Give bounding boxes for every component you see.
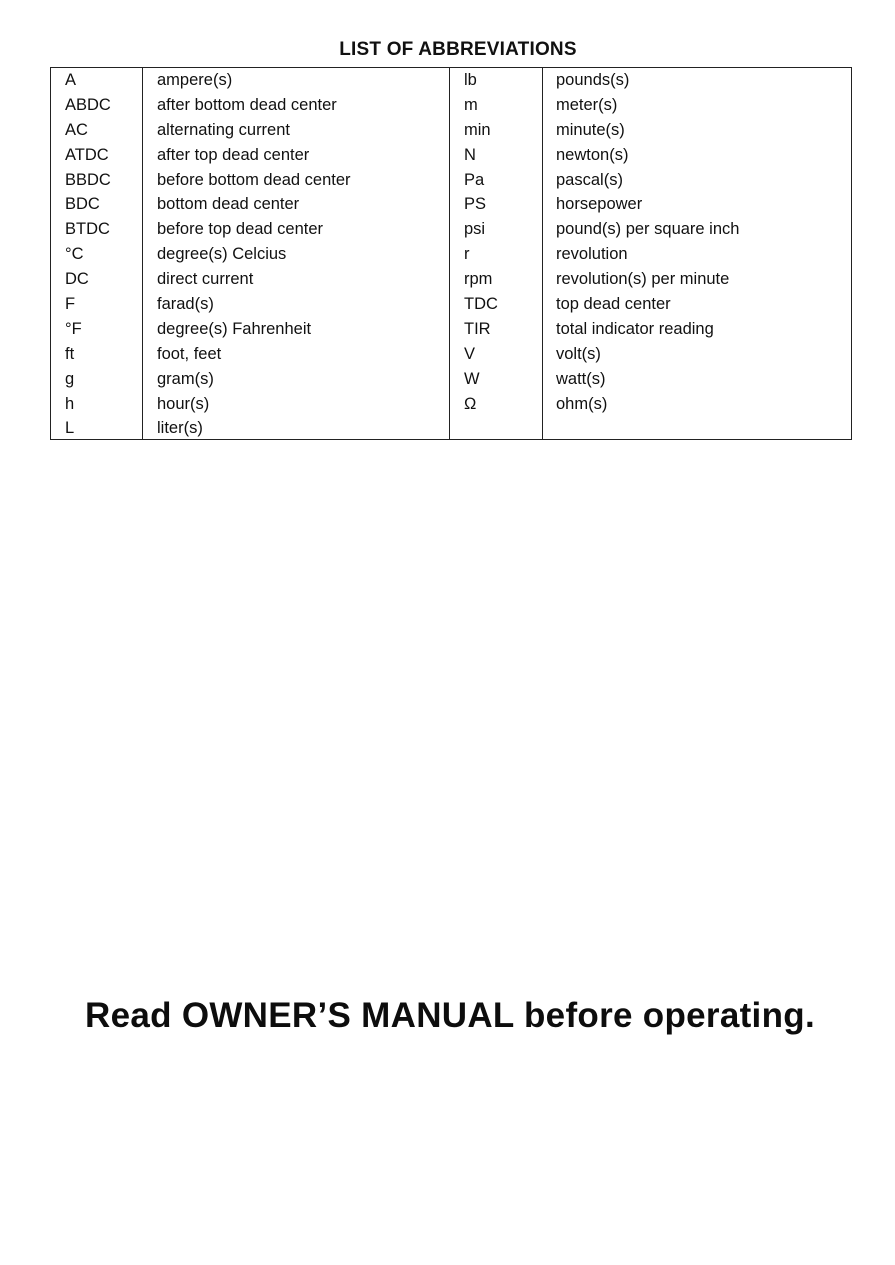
- abbreviation-left: BBDC: [65, 170, 111, 189]
- definition-left: degree(s) Fahrenheit: [157, 319, 312, 338]
- definition-right: ohm(s): [556, 394, 608, 413]
- abbreviation-left: A: [65, 71, 77, 89]
- abbreviation-right: TDC: [464, 295, 498, 314]
- abbreviation-right: lb: [464, 71, 477, 89]
- table-row: [51, 267, 851, 292]
- abbreviation-left: ABDC: [65, 95, 111, 114]
- definition-left: before bottom dead center: [157, 170, 351, 189]
- table-row: [51, 168, 851, 193]
- owners-manual-notice: Read OWNER’S MANUAL before operating.: [85, 996, 815, 1035]
- definition-left: gram(s): [157, 369, 214, 388]
- abbreviation-right: TIR: [464, 319, 491, 338]
- definition-left: hour(s): [157, 394, 210, 413]
- definition-right: horsepower: [556, 195, 643, 214]
- definition-left: after bottom dead center: [157, 95, 337, 114]
- abbreviation-left: AC: [65, 120, 88, 139]
- definition-right: total indicator reading: [556, 319, 714, 338]
- abbreviation-left: ATDC: [65, 145, 109, 164]
- abbreviations-table: [50, 67, 852, 440]
- abbreviation-right: PS: [464, 195, 487, 214]
- abbreviation-right: V: [464, 344, 476, 363]
- abbreviation-left: ft: [65, 344, 75, 363]
- table-row: [51, 292, 851, 317]
- abbreviation-left: L: [65, 419, 75, 438]
- abbreviation-right: m: [464, 95, 478, 114]
- abbreviation-left: BTDC: [65, 220, 110, 239]
- page-title: LIST OF ABBREVIATIONS: [339, 39, 577, 60]
- definition-right: revolution(s) per minute: [556, 270, 730, 289]
- abbreviation-right: rpm: [464, 270, 493, 289]
- definition-right: pound(s) per square inch: [556, 220, 740, 239]
- abbreviation-right: Pa: [464, 170, 485, 189]
- definition-left: ampere(s): [157, 71, 233, 89]
- table-rows: [51, 68, 851, 441]
- abbreviation-right: W: [464, 369, 480, 388]
- table-row: [51, 392, 851, 417]
- abbreviation-left: g: [65, 369, 75, 388]
- abbreviation-right: min: [464, 120, 491, 139]
- table-row: [51, 317, 851, 342]
- abbreviation-left: °C: [65, 245, 84, 264]
- definition-left: bottom dead center: [157, 195, 300, 214]
- definition-left: degree(s) Celcius: [157, 245, 287, 264]
- table-row: [51, 367, 851, 392]
- definition-left: direct current: [157, 270, 254, 289]
- abbreviation-left: °F: [65, 319, 82, 338]
- abbreviation-left: DC: [65, 270, 89, 289]
- definition-right: newton(s): [556, 145, 629, 164]
- table-row: [51, 68, 851, 93]
- table-row: [51, 416, 851, 441]
- abbreviation-right: psi: [464, 220, 486, 239]
- definition-left: liter(s): [157, 419, 203, 438]
- table-row: [51, 118, 851, 143]
- abbreviation-left: BDC: [65, 195, 100, 214]
- definition-right: top dead center: [556, 295, 671, 314]
- definition-left: after top dead center: [157, 145, 310, 164]
- table-row: [51, 242, 851, 267]
- table-row: [51, 93, 851, 118]
- table-row: [51, 143, 851, 168]
- abbreviation-right: Ω: [464, 394, 477, 413]
- definition-right: watt(s): [556, 369, 606, 388]
- table-row: [51, 192, 851, 217]
- table-row: [51, 342, 851, 367]
- definition-right: meter(s): [556, 95, 618, 114]
- table-row: [51, 217, 851, 242]
- abbreviation-right: r: [464, 245, 470, 264]
- definition-left: foot, feet: [157, 344, 222, 363]
- definition-right: volt(s): [556, 344, 601, 363]
- definition-right: minute(s): [556, 120, 625, 139]
- abbreviation-left: h: [65, 394, 75, 413]
- definition-left: before top dead center: [157, 220, 324, 239]
- abbreviation-right: N: [464, 145, 476, 164]
- definition-right: pounds(s): [556, 71, 630, 89]
- definition-right: pascal(s): [556, 170, 623, 189]
- definition-right: revolution: [556, 245, 628, 264]
- abbreviation-left: F: [65, 295, 76, 314]
- definition-left: alternating current: [157, 120, 290, 139]
- definition-left: farad(s): [157, 295, 214, 314]
